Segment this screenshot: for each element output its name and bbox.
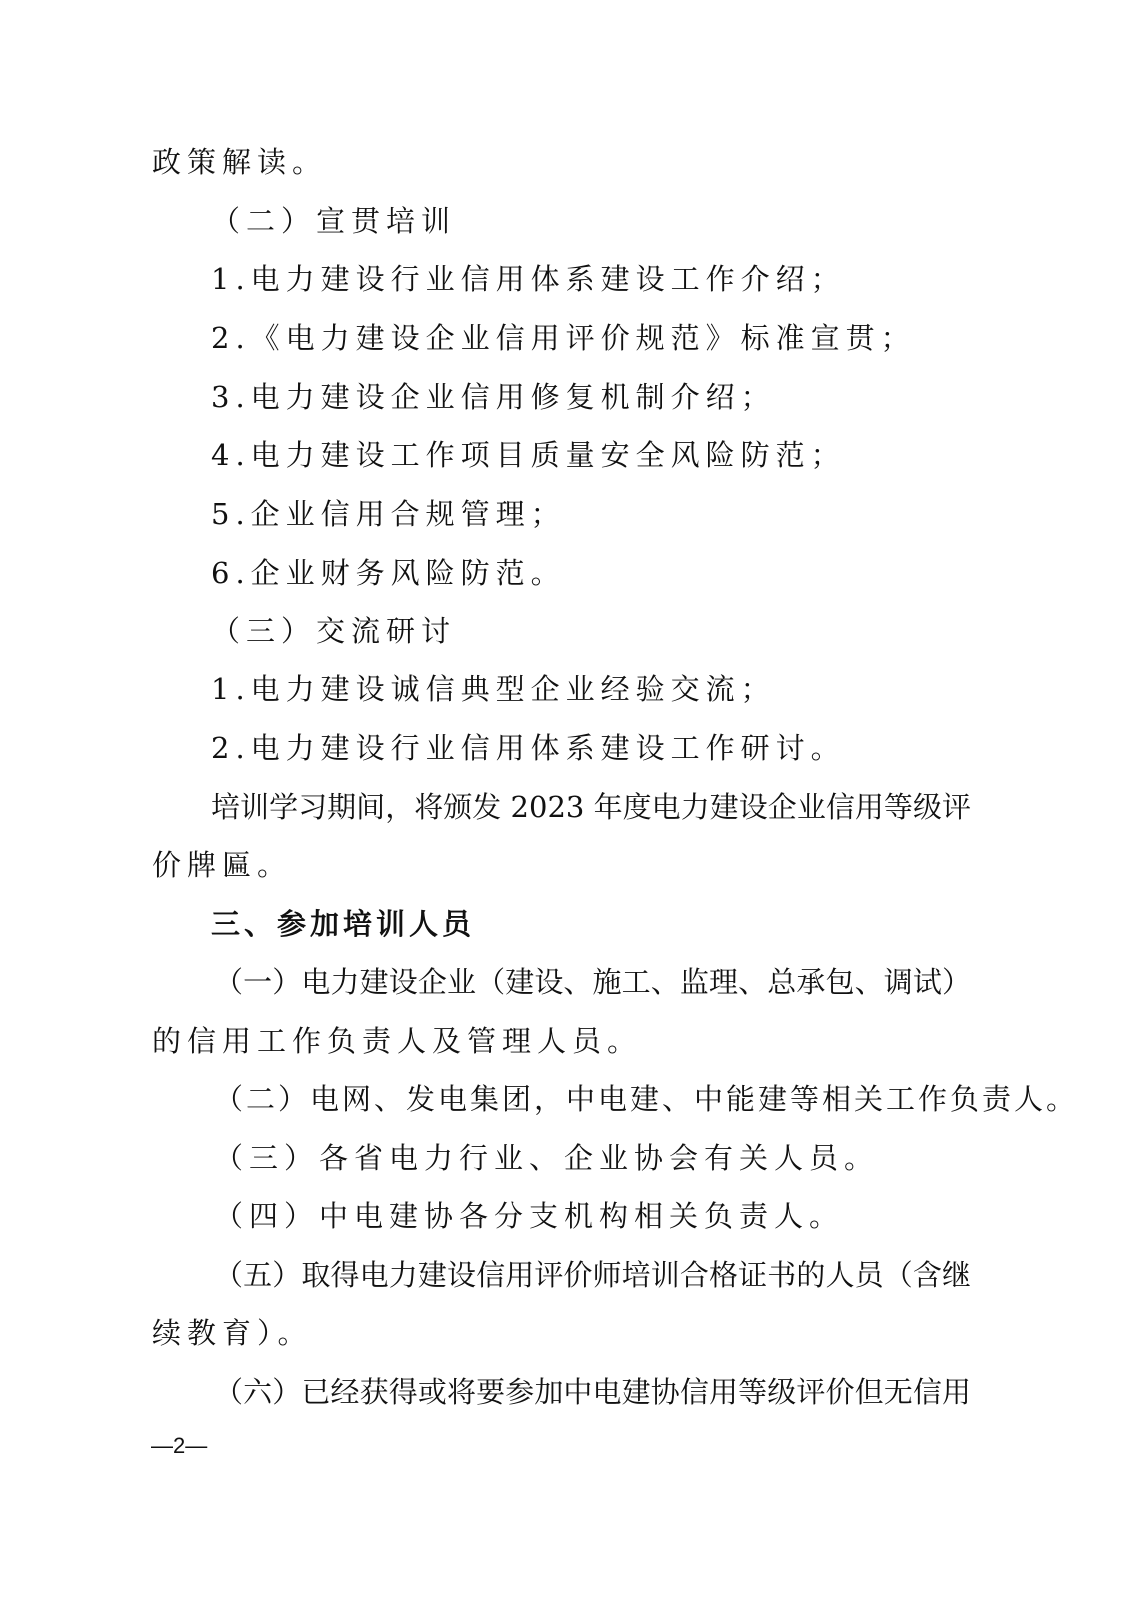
training-item-5: 5.企业信用合规管理；	[211, 497, 566, 531]
training-item-6: 6.企业财务风险防范。	[211, 556, 566, 590]
exchange-item-1: 1.电力建设诚信典型企业经验交流；	[211, 672, 776, 706]
award-paragraph-line-2: 价牌匾。	[152, 848, 293, 882]
participant-item-5-line-1: （五）取得电力建设信用评价师培训合格证书的人员（含继	[214, 1258, 971, 1292]
page-number: —2—	[151, 1433, 208, 1458]
participant-item-5-line-2: 续教育）。	[152, 1316, 313, 1350]
participant-item-6-line-1: （六）已经获得或将要参加中电建协信用等级评价但无信用	[214, 1375, 971, 1409]
participant-item-4: （四）中电建协各分支机构相关负责人。	[214, 1199, 845, 1233]
training-item-4: 4.电力建设工作项目质量安全风险防范；	[211, 438, 846, 472]
paragraph-policy-interpretation-end: 政策解读。	[152, 145, 328, 179]
participant-item-2: （二）电网、发电集团，中电建、中能建等相关工作负责人。	[214, 1082, 1079, 1116]
training-item-2: 2.《电力建设企业信用评价规范》标准宣贯；	[211, 321, 916, 355]
award-paragraph-line-1: 培训学习期间，将颁发 2023 年度电力建设企业信用等级评	[211, 790, 971, 824]
training-item-1: 1.电力建设行业信用体系建设工作介绍；	[211, 262, 846, 296]
section-heading-publicity-training: （二）宣贯培训	[211, 204, 457, 238]
training-item-3: 3.电力建设企业信用修复机制介绍；	[211, 380, 776, 414]
exchange-item-2: 2.电力建设行业信用体系建设工作研讨。	[211, 731, 846, 765]
participant-item-3: （三）各省电力行业、企业协会有关人员。	[214, 1141, 880, 1175]
participant-item-1-line-2: 的信用工作负责人及管理人员。	[152, 1024, 643, 1058]
participant-item-1-line-1: （一）电力建设企业（建设、施工、监理、总承包、调试）	[214, 965, 971, 999]
section-heading-exchange-discussion: （三）交流研讨	[211, 614, 457, 648]
section-heading-participants: 三、参加培训人员	[211, 907, 476, 941]
